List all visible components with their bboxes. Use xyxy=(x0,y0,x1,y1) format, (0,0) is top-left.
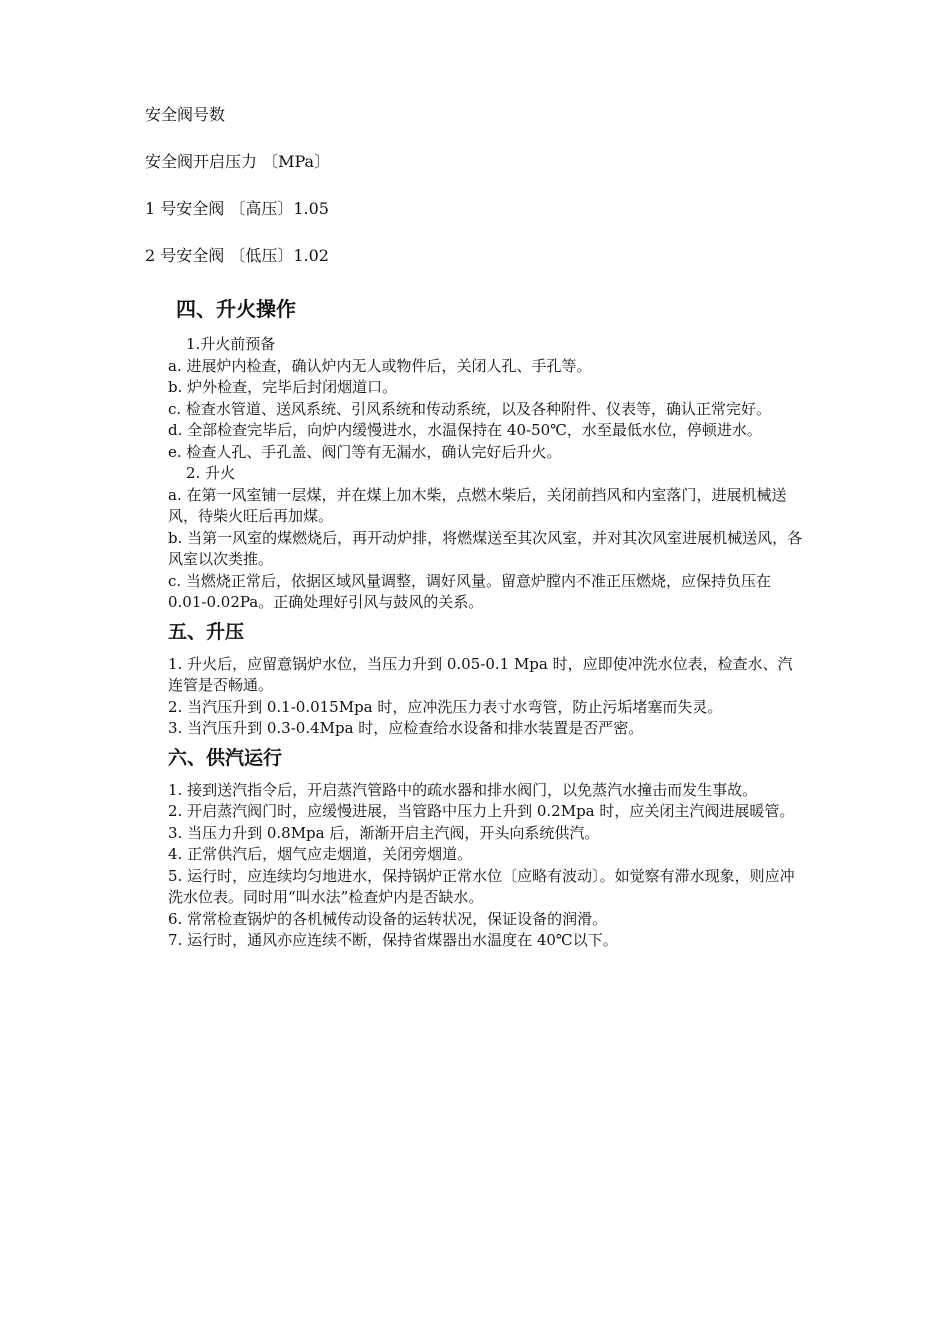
section-4-sub1-item: d. 全部检查完毕后，向炉内缓慢进水，水温保持在 40-50℃，水至最低水位，停顿进水。 xyxy=(168,421,762,439)
section-6-item: 4. 正常供汽后，烟气应走烟道，关闭旁烟道。 xyxy=(168,845,473,863)
safety-valve-label: 安全阀号数 xyxy=(145,105,226,124)
section-5-item: 3. 当汽压升到 0.3-0.4Mpa 时，应检查给水设备和排水装置是否严密。 xyxy=(168,719,644,737)
section-4-sub2-item: c. 当燃烧正常后，依据区域风量调整，调好风量。留意炉膛内不准正压燃烧，应保持负压在 0.01-0.02Pa。正确处理好引风与鼓风的关系。 xyxy=(168,571,771,611)
section-6-item: 6. 常常检查锅炉的各机械传动设备的运转状况，保证设备的润滑。 xyxy=(168,909,608,928)
document-body xyxy=(168,334,804,952)
section-6-item: 7. 运行时，通风亦应连续不断，保持省煤器出水温度在 40℃以下。 xyxy=(168,931,618,949)
safety-valve-1-line: 1 号安全阀 〔高压〕1.05 xyxy=(145,199,329,218)
section-4-heading: 四、升火操作 xyxy=(176,297,296,321)
section-4-sub1-item: b. 炉外检查，完毕后封闭烟道口。 xyxy=(168,378,398,396)
section-6-item: 1. 接到送汽指令后，开启蒸汽管路中的疏水器和排水阀门，以免蒸汽水撞击而发生事故。 xyxy=(168,780,758,799)
section-4-sub2-item: a. 在第一风室铺一层煤，并在煤上加木柴，点燃木柴后，关闭前挡风和内室落门，进展机械送风，待柴火旺后再加煤。 xyxy=(168,485,787,525)
section-6-item: 2. 开启蒸汽阀门时，应缓慢进展，当管路中压力上升到 0.2Mpa 时，应关闭主汽阀进展暖管。 xyxy=(168,802,795,820)
section-4-sub2-item: b. 当第一风室的煤燃烧后，再开动炉排，将燃煤送至其次风室，并对其次风室进展机械送风，各风室以次类推。 xyxy=(168,528,803,568)
section-5-item: 2. 当汽压升到 0.1-0.015Mpa 时，应冲洗压力表寸水弯管，防止污垢堵塞而失灵。 xyxy=(168,697,723,716)
section-4-sub1-heading: 1.升火前预备 xyxy=(186,335,276,353)
section-4-sub1-item: a. 进展炉内检查，确认炉内无人或物件后，关闭人孔、手孔等。 xyxy=(168,356,592,375)
section-4-sub2-heading: 2. 升火 xyxy=(186,464,236,482)
safety-valve-2-line: 2 号安全阀 〔低压〕1.02 xyxy=(145,246,329,265)
section-5-heading: 五、升压 xyxy=(168,620,245,643)
section-4-sub1-item: c. 检查水管道、送风系统、引风系统和传动系统，以及各种附件、仪表等，确认正常完好。 xyxy=(168,399,771,418)
section-6-heading: 六、供汽运行 xyxy=(168,746,283,769)
section-5-item: 1. 升火后，应留意锅炉水位，当压力升到 0.05-0.1 Mpa 时，应即使冲洗水位表，检查水、汽连管是否畅通。 xyxy=(168,654,793,694)
safety-valve-pressure-label: 安全阀开启压力 〔MPa〕 xyxy=(145,152,331,171)
section-6-item: 3. 当压力升到 0.8Mpa 后，渐渐开启主汽阀，开头向系统供汽。 xyxy=(168,823,600,842)
section-4-sub1-item: e. 检查人孔、手孔盖、阀门等有无漏水，确认完好后升火。 xyxy=(168,442,562,461)
section-6-item: 5. 运行时，应连续均匀地进水，保持锅炉正常水位〔应略有波动〕。如觉察有滞水现象，则应冲洗水位表。同时用“叫水法”检查炉内是否缺水。 xyxy=(168,866,795,906)
safety-valve-block xyxy=(145,100,845,288)
